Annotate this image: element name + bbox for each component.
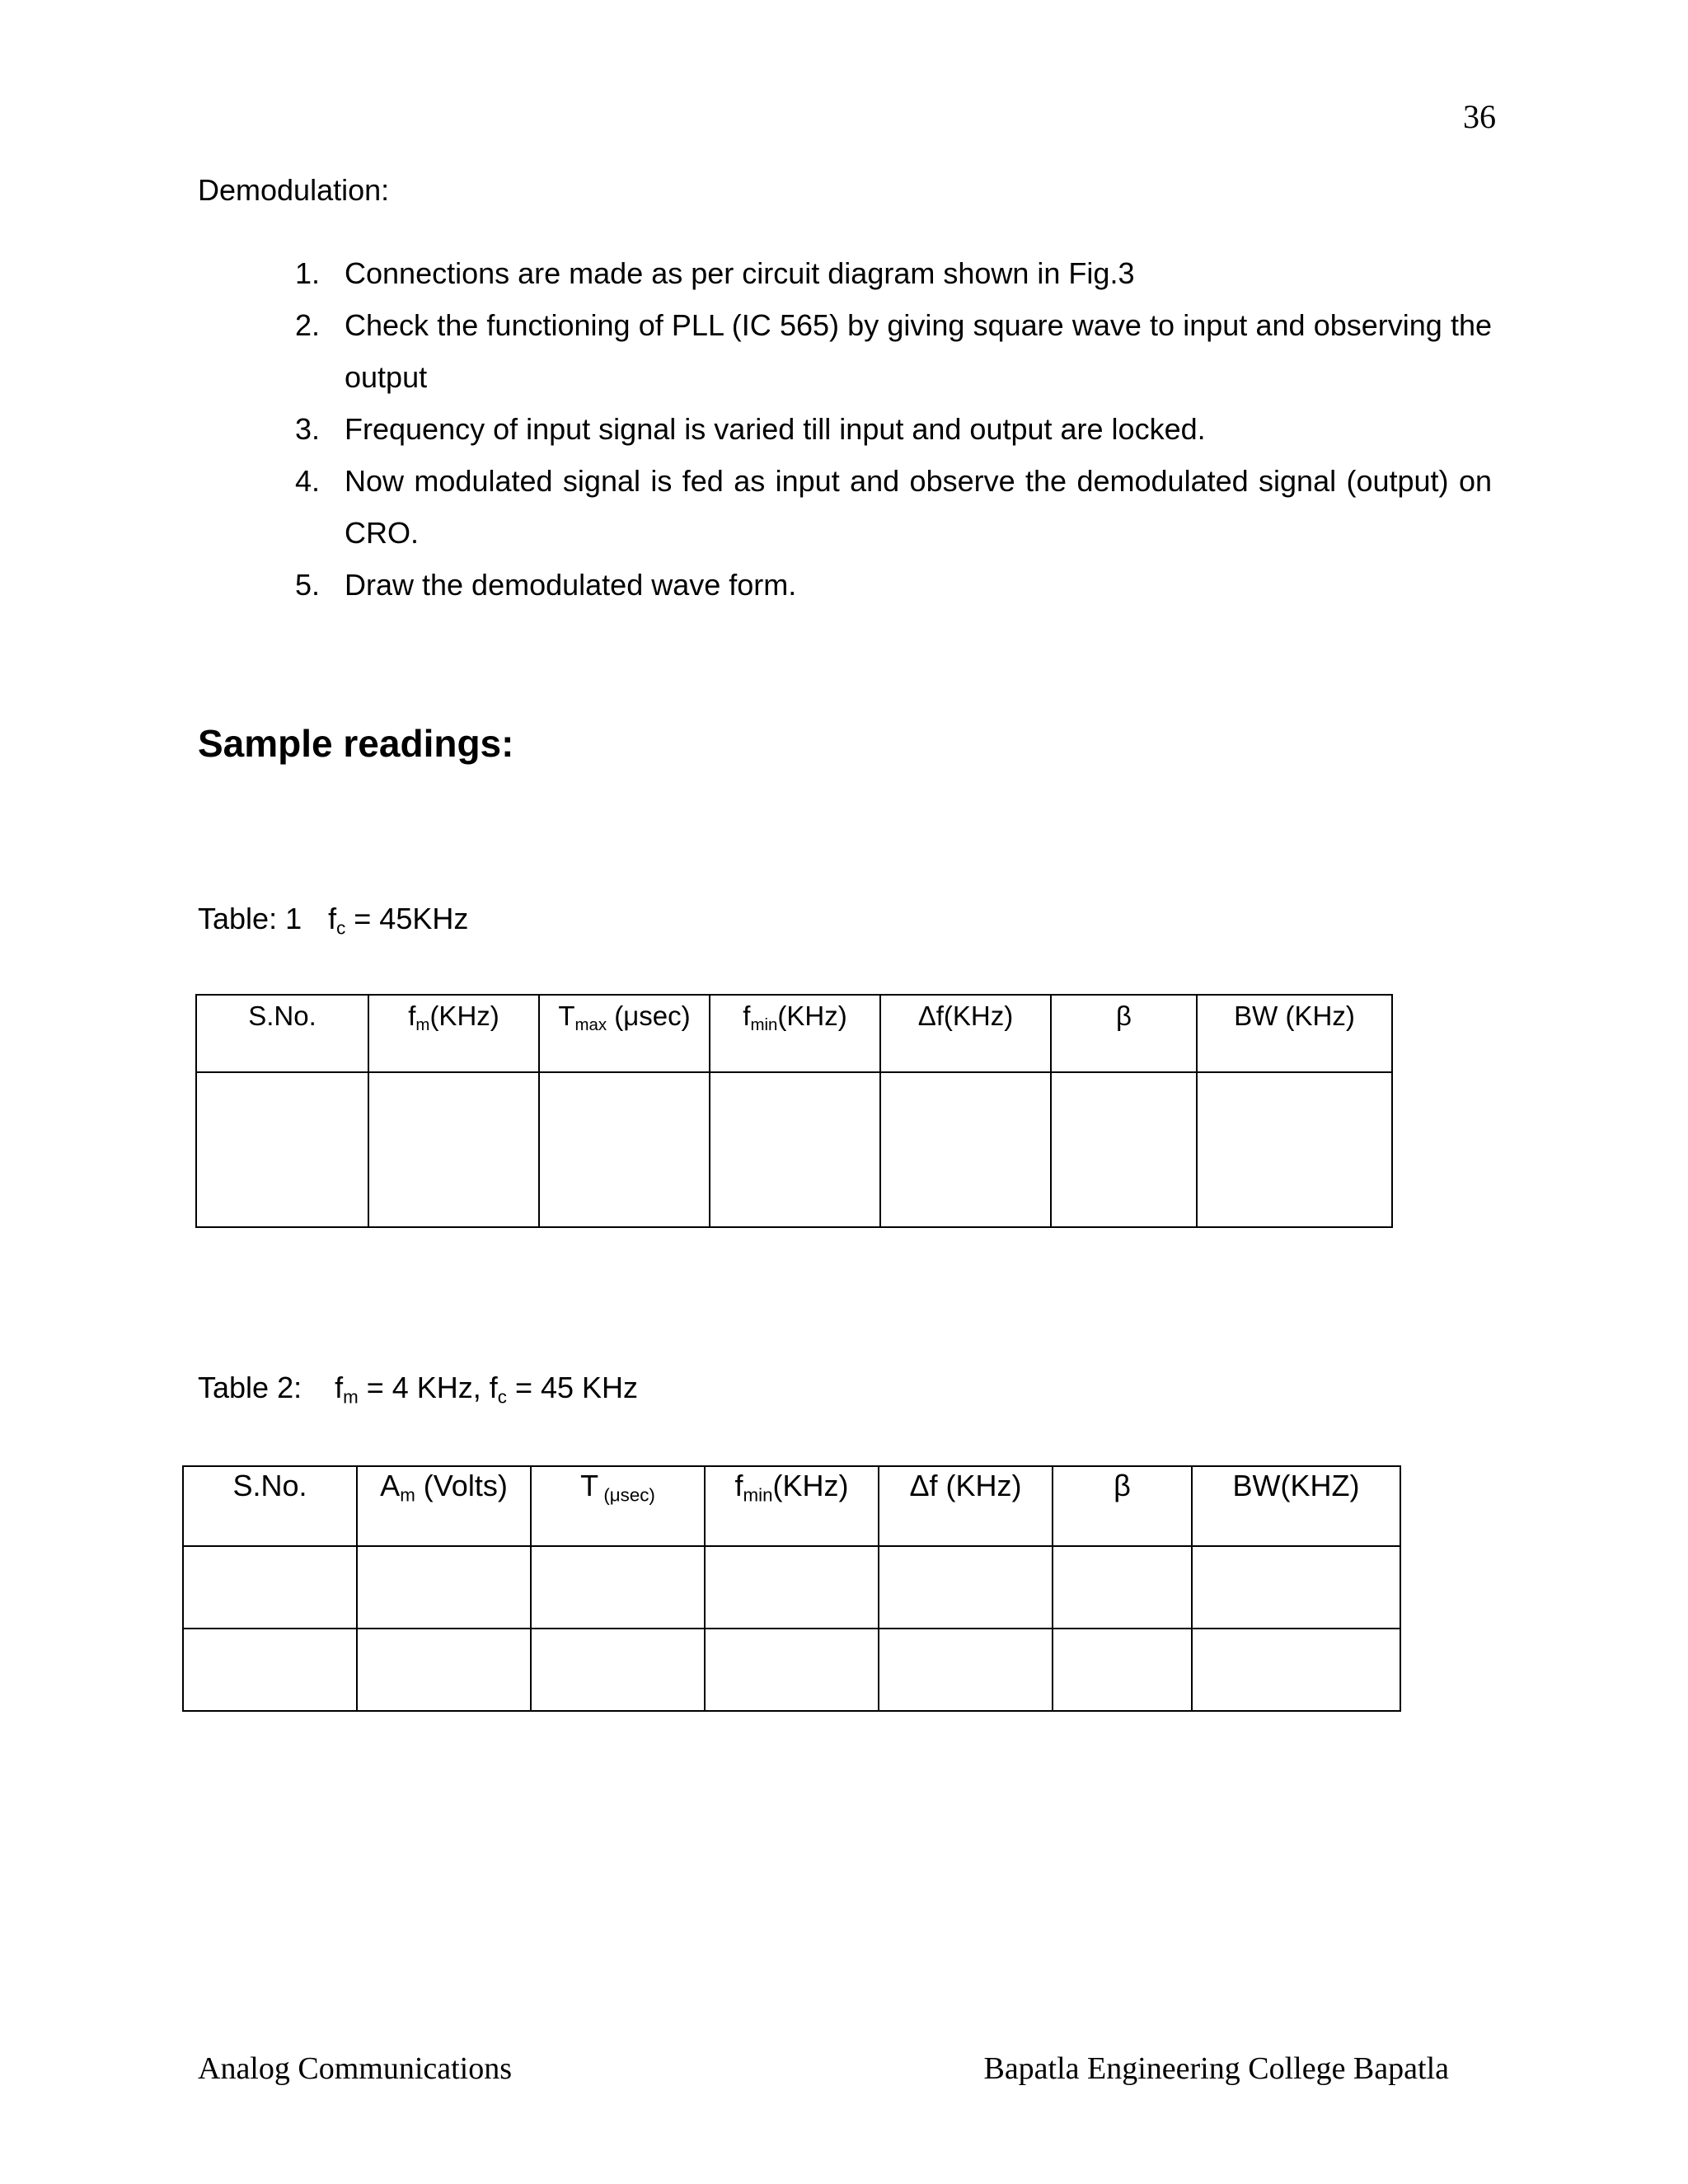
table-cell: [196, 1072, 368, 1227]
col-beta-header: β: [1051, 995, 1197, 1072]
table2-caption: [198, 1371, 639, 1408]
step-number: 2.: [295, 308, 321, 342]
demodulation-heading: Demodulation:: [198, 173, 390, 207]
table-cell: [357, 1629, 531, 1711]
table-cell: [879, 1546, 1053, 1629]
table2-label: Table 2:: [198, 1371, 302, 1404]
col-beta-header: β: [1053, 1466, 1192, 1546]
table-cell: [705, 1629, 879, 1711]
readings-table-2: [182, 1465, 1401, 1712]
sample-readings-heading: Sample readings:: [198, 722, 514, 765]
readings-table-1: [195, 994, 1393, 1228]
table-cell: [1192, 1629, 1400, 1711]
step-text: Frequency of input signal is varied till input and output are locked.: [345, 412, 1206, 446]
step-text: Draw the demodulated wave form.: [345, 568, 797, 602]
col-fmin-header: $f_{min}(KHz)$: [710, 995, 880, 1072]
table-cell: [183, 1546, 357, 1629]
table-cell: [531, 1629, 705, 1711]
table-row: [183, 1629, 1400, 1711]
col-delta-f-header: Δf(KHz): [880, 995, 1051, 1072]
fm-value: = 4 KHz,: [358, 1371, 490, 1404]
table-row: [196, 1072, 1392, 1227]
table-cell: [531, 1546, 705, 1629]
fc-subscript: c: [336, 917, 346, 939]
footer-institution: Bapatla Engineering College Bapatla: [983, 2051, 1449, 2086]
list-item: [280, 247, 1492, 299]
table-cell: [1197, 1072, 1392, 1227]
fc-value: = 45KHz: [345, 902, 469, 935]
step-text: Now modulated signal is fed as input and observe the demodulated signal (output) on CRO.: [345, 464, 1492, 550]
table-cell: [539, 1072, 710, 1227]
fc-value: = 45 KHz: [506, 1371, 639, 1404]
step-number: 5.: [295, 568, 321, 602]
procedure-steps-list: [280, 247, 1492, 611]
table-cell: [1053, 1546, 1192, 1629]
fc-subscript: c: [497, 1386, 507, 1408]
table-cell: [357, 1546, 531, 1629]
list-item: [280, 455, 1492, 559]
table-cell: [880, 1072, 1051, 1227]
table-cell: [1053, 1629, 1192, 1711]
step-text: Check the functioning of PLL (IC 565) by giving square wave to input and observing the output: [345, 308, 1492, 394]
step-number: 4.: [295, 464, 321, 498]
fm-symbol: f: [335, 1371, 344, 1404]
table-cell: [705, 1546, 879, 1629]
col-bw-header: BW(KHZ): [1192, 1466, 1400, 1546]
table-cell: [879, 1629, 1053, 1711]
list-item: [280, 299, 1492, 403]
table-cell: [368, 1072, 539, 1227]
col-sno-header: S.No.: [196, 995, 368, 1072]
col-fm-header: $f_m(KHz)$: [368, 995, 539, 1072]
col-fmin-header: $f_{min}(KHz)$: [705, 1466, 879, 1546]
step-number: 3.: [295, 412, 321, 446]
list-item: [280, 403, 1492, 455]
table-cell: [1192, 1546, 1400, 1629]
table-row: [183, 1546, 1400, 1629]
col-t-header: T $_{(\mu sec)}$: [531, 1466, 705, 1546]
fm-subscript: m: [343, 1386, 359, 1408]
fc-symbol: f: [328, 902, 337, 935]
col-tmax-header: $T_{max}$ (μsec): [539, 995, 710, 1072]
step-number: 1.: [295, 256, 321, 290]
table-cell: [1051, 1072, 1197, 1227]
fc-symbol: f: [489, 1371, 498, 1404]
page-number: 36: [1463, 98, 1496, 135]
table1-label: Table: 1: [198, 902, 302, 935]
col-am-header: $A_m$ (Volts): [357, 1466, 531, 1546]
col-delta-f-header: Δf (KHz): [879, 1466, 1053, 1546]
table-cell: [710, 1072, 880, 1227]
list-item: [280, 559, 1492, 611]
footer-course-title: Analog Communications: [198, 2051, 513, 2086]
col-sno-header: S.No.: [183, 1466, 357, 1546]
step-text: Connections are made as per circuit diagram shown in Fig.3: [345, 256, 1135, 290]
table-header-row: [183, 1466, 1400, 1546]
table-cell: [183, 1629, 357, 1711]
table-header-row: [196, 995, 1392, 1072]
table1-caption: [198, 902, 469, 939]
col-bw-header: BW (KHz): [1197, 995, 1392, 1072]
